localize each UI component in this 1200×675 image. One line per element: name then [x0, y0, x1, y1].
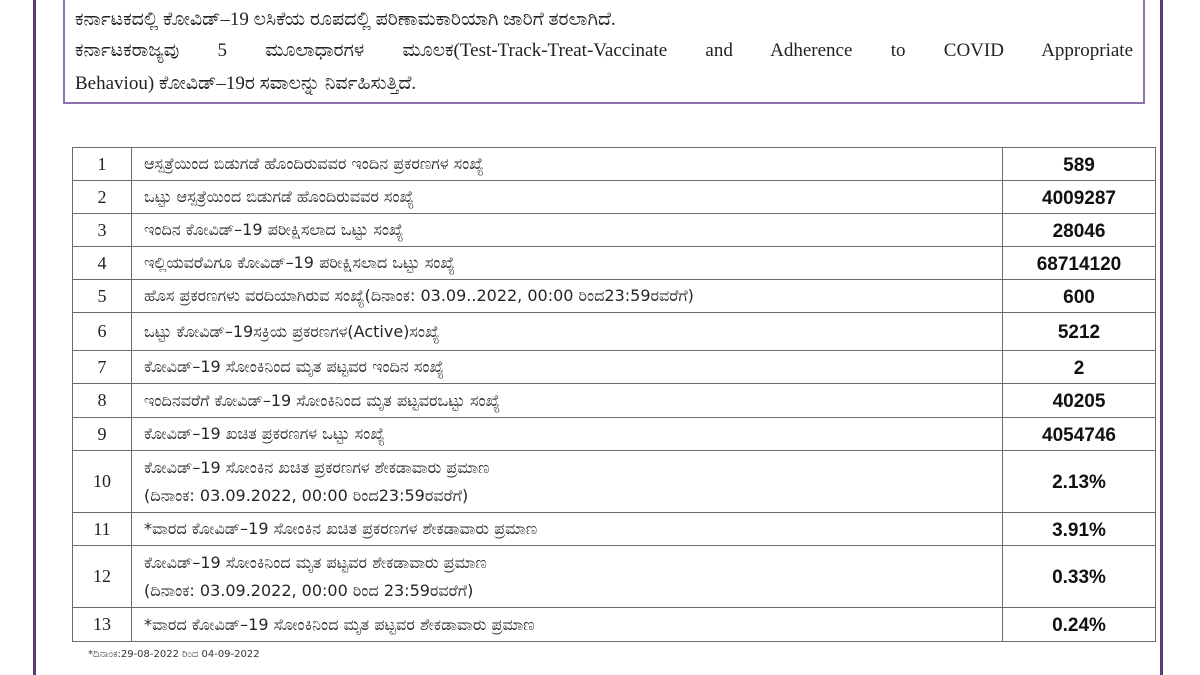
row-number: 2 [73, 181, 132, 214]
table-row [73, 384, 1156, 418]
row-number: 1 [73, 148, 132, 181]
row-description-date-line: (ದಿನಾಂಕ: 03.09.2022, 00:00 ರಿಂದ 23:59ರವರೆಗೆ) [144, 580, 474, 600]
row-value: 4009287 [1003, 181, 1156, 214]
notice-line: ಕರ್ನಾಟಕರಾಜ್ಯವು 5 ಮೂಲಾಧಾರಗಳ ಮೂಲಕ(Test-Track-Treat-Vaccinate and Adherence to COVID Appropriate [75, 40, 1133, 61]
table-row [73, 181, 1156, 214]
table-row [73, 546, 1156, 608]
row-number: 4 [73, 247, 132, 280]
row-description [132, 181, 1003, 214]
row-description [132, 247, 1003, 280]
table-row [73, 451, 1156, 513]
row-description-line: ಆಸ್ಪತ್ರೆಯಿಂದ ಬಿಡುಗಡೆ ಹೊಂದಿರುವವರ ಇಂದಿನ ಪ್ರಕರಣಗಳ ಸಂಖ್ಯೆ [144, 154, 484, 173]
row-number: 13 [73, 608, 132, 642]
row-description-line: *ವಾರದ ಕೋವಿಡ್–19 ಸೋಂಕಿನಿಂದ ಮೃತ ಪಟ್ಟವರ ಶೇಕಡಾವಾರು ಪ್ರಮಾಣ [144, 614, 535, 634]
row-number: 10 [73, 451, 132, 513]
row-number: 7 [73, 351, 132, 384]
row-description [132, 148, 1003, 181]
table-row [73, 148, 1156, 181]
row-number: 8 [73, 384, 132, 418]
page-frame-left [33, 0, 36, 675]
row-description-line: ಕೋವಿಡ್–19 ಸೋಂಕಿನಿಂದ ಮೃತ ಪಟ್ಟವರ ಇಂದಿನ ಸಂಖ್ಯೆ [144, 357, 444, 376]
row-description-line: ಇಂದಿನವರೆಗೆ ಕೋವಿಡ್–19 ಸೋಂಕಿನಿಂದ ಮೃತ ಪಟ್ಟವರಒಟ್ಟು ಸಂಖ್ಯೆ [144, 390, 501, 410]
covid-statistics-table [72, 147, 1156, 642]
row-number: 11 [73, 513, 132, 546]
row-value: 28046 [1003, 214, 1156, 247]
row-description [132, 351, 1003, 384]
row-number: 5 [73, 280, 132, 313]
row-description-line: ಒಟ್ಟು ಕೋವಿಡ್–19ಸಕ್ರಿಯ ಪ್ರಕರಣಗಳ(Active)ಸಂಖ್ಯೆ [144, 321, 440, 341]
row-value: 589 [1003, 148, 1156, 181]
notice-box [63, 0, 1145, 104]
footnote: *ದಿನಾಂಕ:29-08-2022 ರಿಂದ 04-09-2022 [88, 649, 260, 660]
row-description [132, 313, 1003, 351]
row-description-line: ಇಲ್ಲಿಯವರೆವಿಗೂ ಕೋವಿಡ್–19 ಪರೀಕ್ಷಿಸಲಾದ ಒಟ್ಟು ಸಂಖ್ಯೆ [144, 253, 455, 272]
row-value: 0.33% [1003, 546, 1156, 608]
table-row [73, 247, 1156, 280]
row-description [132, 546, 1003, 608]
row-description [132, 451, 1003, 513]
table-row [73, 608, 1156, 642]
row-description [132, 513, 1003, 546]
row-value: 0.24% [1003, 608, 1156, 642]
row-description-line: ಇಂದಿನ ಕೋವಿಡ್–19 ಪರೀಕ್ಷಿಸಲಾದ ಒಟ್ಟು ಸಂಖ್ಯೆ [144, 220, 404, 239]
row-number: 6 [73, 313, 132, 351]
row-description-line: ಕೋವಿಡ್–19 ಖಚಿತ ಪ್ರಕರಣಗಳ ಒಟ್ಟು ಸಂಖ್ಯೆ [144, 424, 385, 443]
row-value: 5212 [1003, 313, 1156, 351]
row-description [132, 214, 1003, 247]
table-row [73, 214, 1156, 247]
row-description-line: *ವಾರದ ಕೋವಿಡ್–19 ಸೋಂಕಿನ ಖಚಿತ ಪ್ರಕರಣಗಳ ಶೇಕಡಾವಾರು ಪ್ರಮಾಣ [144, 519, 538, 538]
row-value: 600 [1003, 280, 1156, 313]
table-row [73, 313, 1156, 351]
row-description-date-line: (ದಿನಾಂಕ: 03.09.2022, 00:00 ರಿಂದ23:59ರವರೆಗೆ) [144, 485, 469, 505]
row-number: 3 [73, 214, 132, 247]
table-row [73, 513, 1156, 546]
table-row [73, 351, 1156, 384]
notice-line: ಕರ್ನಾಟಕದಲ್ಲಿ ಕೋವಿಡ್–19 ಲಸಿಕೆಯ ರೂಪದಲ್ಲಿ ಪರಿಣಾಮಕಾರಿಯಾಗಿ ಜಾರಿಗೆ ತರಲಾಗಿದೆ. [75, 9, 616, 30]
row-value: 4054746 [1003, 418, 1156, 451]
row-description-line: ಒಟ್ಟು ಆಸ್ಪತ್ರೆಯಿಂದ ಬಿಡುಗಡೆ ಹೊಂದಿರುವವರ ಸಂಖ್ಯೆ [144, 187, 414, 206]
row-description-line: ಕೋವಿಡ್–19 ಸೋಂಕಿನಿಂದ ಮೃತ ಪಟ್ಟವರ ಶೇಕಡಾವಾರು ಪ್ರಮಾಣ [144, 552, 487, 572]
row-description [132, 280, 1003, 313]
table-row [73, 418, 1156, 451]
row-description-line: ಹೊಸ ಪ್ರಕರಣಗಳು ವರದಿಯಾಗಿರುವ ಸಂಖ್ಯೆ(ದಿನಾಂಕ: 03.09..2022, 00:00 ರಿಂದ23:59ರವರೆಗೆ) [144, 286, 694, 305]
row-value: 2 [1003, 351, 1156, 384]
row-value: 3.91% [1003, 513, 1156, 546]
notice-line: Behaviou) ಕೋವಿಡ್–19ರ ಸವಾಲನ್ನು ನಿರ್ವಹಿಸುತ್ತಿದೆ. [75, 73, 417, 94]
row-value: 2.13% [1003, 451, 1156, 513]
row-number: 12 [73, 546, 132, 608]
row-description [132, 608, 1003, 642]
page-frame-right [1160, 0, 1163, 675]
row-description [132, 418, 1003, 451]
row-number: 9 [73, 418, 132, 451]
row-value: 68714120 [1003, 247, 1156, 280]
row-description-line: ಕೋವಿಡ್–19 ಸೋಂಕಿನ ಖಚಿತ ಪ್ರಕರಣಗಳ ಶೇಕಡಾವಾರು ಪ್ರಮಾಣ [144, 457, 490, 477]
row-value: 40205 [1003, 384, 1156, 418]
row-description [132, 384, 1003, 418]
table-row [73, 280, 1156, 313]
